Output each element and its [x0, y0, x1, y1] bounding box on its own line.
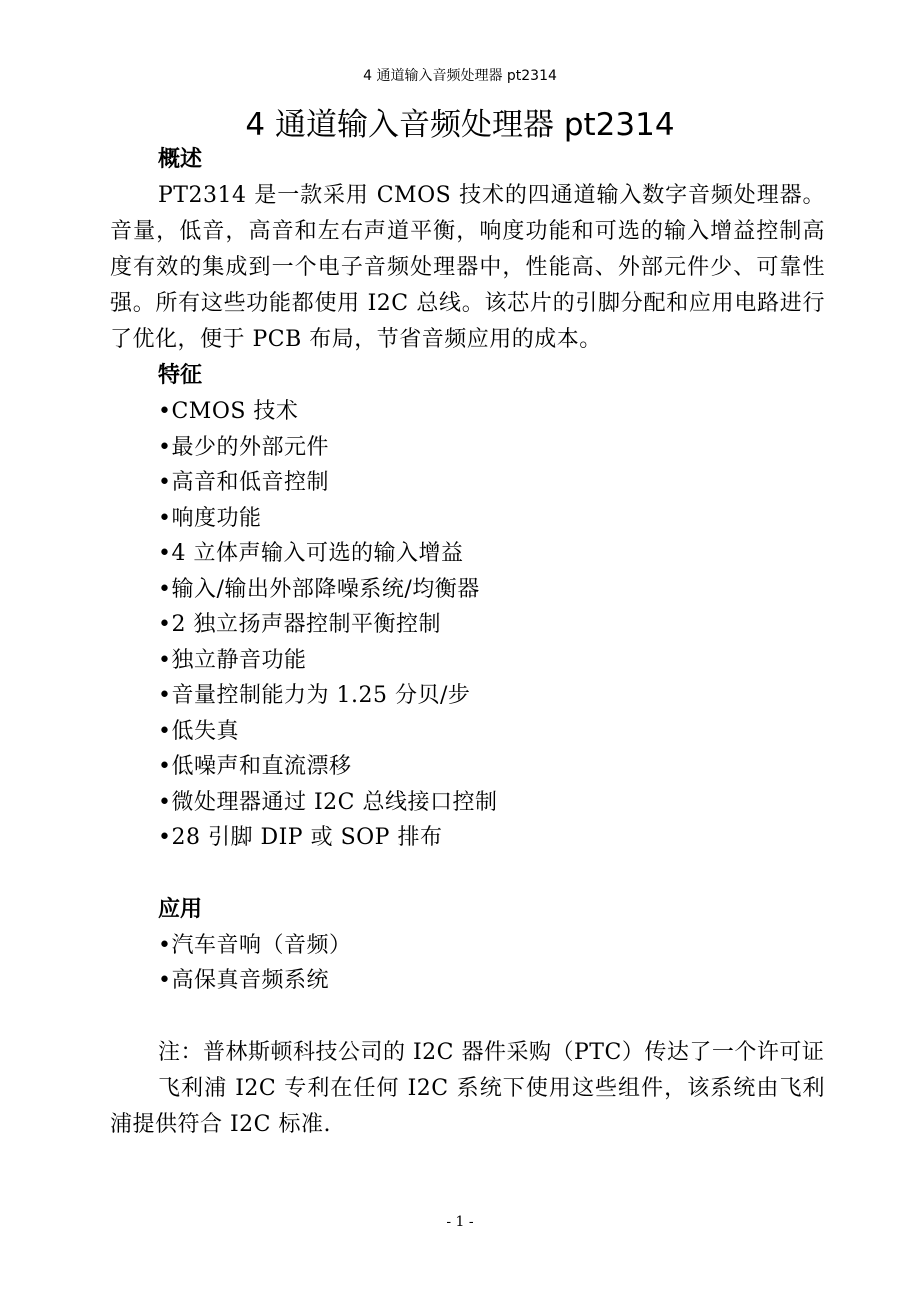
overview-heading: 概述 — [158, 147, 203, 172]
features-list — [110, 394, 825, 856]
list-item: •低失真 — [158, 718, 239, 744]
list-item: •CMOS 技术 — [158, 399, 299, 424]
list-item: •最少的外部元件 — [158, 434, 329, 460]
list-item: •高保真音频系统 — [158, 968, 329, 993]
features-heading: 特征 — [158, 363, 203, 388]
running-header: 4 通道输入音频处理器 pt2314 — [363, 68, 557, 84]
license-note: 注：普林斯顿科技公司的 I2C 器件采购（PTC）传达了一个许可证 — [158, 1039, 825, 1065]
section-gap — [110, 856, 825, 892]
list-item: •独立静音功能 — [158, 647, 307, 673]
page-number: - 1 - — [446, 1214, 474, 1230]
list-item: •音量控制能力为 1.25 分贝/步 — [158, 683, 471, 708]
list-item: •低噪声和直流漂移 — [158, 754, 352, 779]
list-item: •响度功能 — [158, 505, 262, 531]
list-item: •4 立体声输入可选的输入增益 — [158, 541, 464, 566]
section-gap — [110, 999, 825, 1035]
list-item: •高音和低音控制 — [158, 470, 329, 495]
list-item: •28 引脚 DIP 或 SOP 排布 — [158, 825, 443, 850]
patent-note: 飞利浦 I2C 专利在任何 I2C 系统下使用这些组件，该系统由飞利浦提供符合 I2C 标准. — [110, 1075, 825, 1137]
list-item: •微处理器通过 I2C 总线接口控制 — [158, 789, 498, 815]
applications-heading: 应用 — [158, 896, 203, 922]
document-title: 4 通道输入音频处理器 pt2314 — [245, 107, 675, 143]
applications-list — [110, 928, 825, 999]
list-item: •2 独立扬声器控制平衡控制 — [158, 612, 441, 637]
overview-paragraph: PT2314 是一款采用 CMOS 技术的四通道输入数字音频处理器。音量，低音，高音和左右声道平衡，响度功能和可选的输入增益控制高度有效的集成到一个电子音频处理器中，性能高、外部元件少、可靠性强。所有这些功能都使用 I2C 总线。该芯片的引脚分配和应用电路进行了优化，便于 PCB 布局，节省音频应用的成本。 — [110, 183, 825, 352]
list-item: •输入/输出外部降噪系统/均衡器 — [158, 576, 480, 602]
list-item: •汽车音响（音频） — [158, 932, 352, 958]
document-body — [110, 142, 825, 1143]
